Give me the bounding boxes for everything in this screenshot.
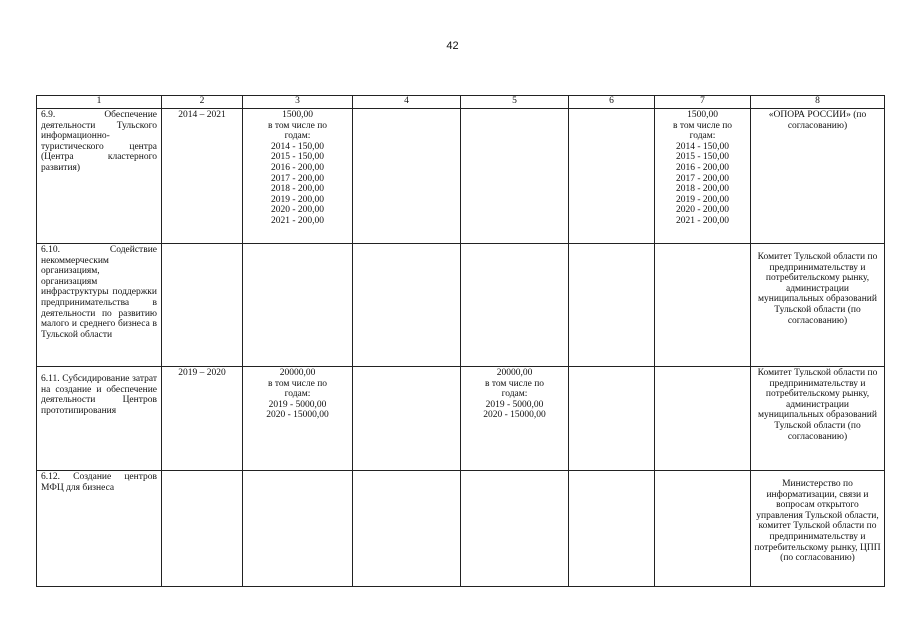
funding-line: 2015 - 150,00 [270, 152, 325, 163]
funding-line: 2015 - 150,00 [675, 152, 730, 163]
column-header: 2 [162, 96, 243, 109]
funding-cell [461, 244, 569, 367]
column-header: 1 [37, 96, 162, 109]
funding-cell [569, 244, 655, 367]
funding-line: 2016 - 200,00 [675, 162, 730, 173]
funding-line: 2019 - 200,00 [270, 194, 325, 205]
funding-cell [353, 367, 461, 471]
column-header: 6 [569, 96, 655, 109]
table-row [37, 367, 885, 471]
funding-line: 2018 - 200,00 [675, 184, 730, 195]
period-cell: 2014 – 2021 [162, 109, 243, 244]
funding-line: 1500,00 [282, 110, 313, 120]
measure-name: 6.10. Содействие некоммерческим организациям, организациям инфраструктуры поддержки предпринимательства в деятельности по развитию малого и среднего бизнеса в Тульской области [37, 244, 162, 367]
funding-line: 2021 - 200,00 [270, 215, 325, 226]
funding-line: 2014 - 150,00 [675, 141, 730, 152]
responsible-cell: «ОПОРА РОССИИ» (по согласованию) [751, 109, 885, 244]
funding-cell [461, 471, 569, 587]
table-row [37, 109, 885, 244]
funding-line: годам: [284, 389, 311, 400]
column-number-row [37, 96, 885, 109]
funding-line: 20000,00 [496, 368, 533, 378]
funding-line: 2020 - 200,00 [270, 205, 325, 216]
funding-cell [655, 244, 751, 367]
funding-line: в том числе по [267, 120, 328, 131]
funding-cell [655, 471, 751, 587]
funding-cell [655, 367, 751, 471]
funding-total-cell [243, 244, 353, 367]
funding-line: 20000,00 [279, 368, 316, 378]
funding-line: 2020 - 15000,00 [483, 410, 546, 421]
funding-line: 2019 - 5000,00 [268, 399, 327, 410]
column-header: 4 [353, 96, 461, 109]
funding-cell [461, 367, 569, 471]
funding-cell [569, 367, 655, 471]
measure-name: 6.11. Субсидирование затрат на создание и обеспечение деятельности Центров прототипирования [37, 367, 162, 471]
funding-line: годам: [689, 131, 716, 142]
period-cell [162, 244, 243, 367]
funding-line: 2014 - 150,00 [270, 141, 325, 152]
funding-total-cell [243, 109, 353, 244]
funding-line: 1500,00 [687, 110, 718, 120]
funding-line: 2016 - 200,00 [270, 162, 325, 173]
period-cell [162, 471, 243, 587]
funding-line: 2018 - 200,00 [270, 184, 325, 195]
funding-line: 2019 - 200,00 [675, 194, 730, 205]
column-header: 7 [655, 96, 751, 109]
funding-line: в том числе по [672, 120, 733, 131]
funding-line: годам: [284, 131, 311, 142]
funding-cell [461, 109, 569, 244]
program-table [36, 95, 885, 587]
funding-cell [353, 109, 461, 244]
funding-line: годам: [501, 389, 528, 400]
table-row [37, 471, 885, 587]
funding-cell [569, 471, 655, 587]
funding-line: 2021 - 200,00 [675, 215, 730, 226]
column-header: 5 [461, 96, 569, 109]
responsible-cell: Министерство по информатизации, связи и вопросам открытого управления Тульской области, комитет Тульской области по предпринимательству и потребительскому рынку, ЦПП (по согласованию) [751, 471, 885, 587]
funding-cell [353, 244, 461, 367]
funding-line: 2017 - 200,00 [675, 173, 730, 184]
column-header: 8 [751, 96, 885, 109]
column-header: 3 [243, 96, 353, 109]
measure-name: 6.9. Обеспечение деятельности Тульского информационно-туристического центра (Центра кластерного развития) [37, 109, 162, 244]
funding-total-cell [243, 367, 353, 471]
measure-name: 6.12. Создание центров МФЦ для бизнеса [37, 471, 162, 587]
funding-cell [353, 471, 461, 587]
funding-line: в том числе по [267, 378, 328, 389]
funding-line: 2020 - 15000,00 [266, 410, 329, 421]
page-number: 42 [446, 40, 459, 52]
responsible-cell: Комитет Тульской области по предпринимательству и потребительскому рынку, администрации муниципальных образований Тульской области (по согласованию) [751, 244, 885, 367]
funding-line: 2019 - 5000,00 [485, 399, 544, 410]
funding-total-cell [243, 471, 353, 587]
funding-line: 2020 - 200,00 [675, 205, 730, 216]
table-row [37, 244, 885, 367]
funding-cell [569, 109, 655, 244]
period-cell: 2019 – 2020 [162, 367, 243, 471]
responsible-cell: Комитет Тульской области по предпринимательству и потребительскому рынку, администрации муниципальных образований Тульской области (по согласованию) [751, 367, 885, 471]
funding-line: 2017 - 200,00 [270, 173, 325, 184]
funding-line: в том числе по [484, 378, 545, 389]
funding-cell [655, 109, 751, 244]
